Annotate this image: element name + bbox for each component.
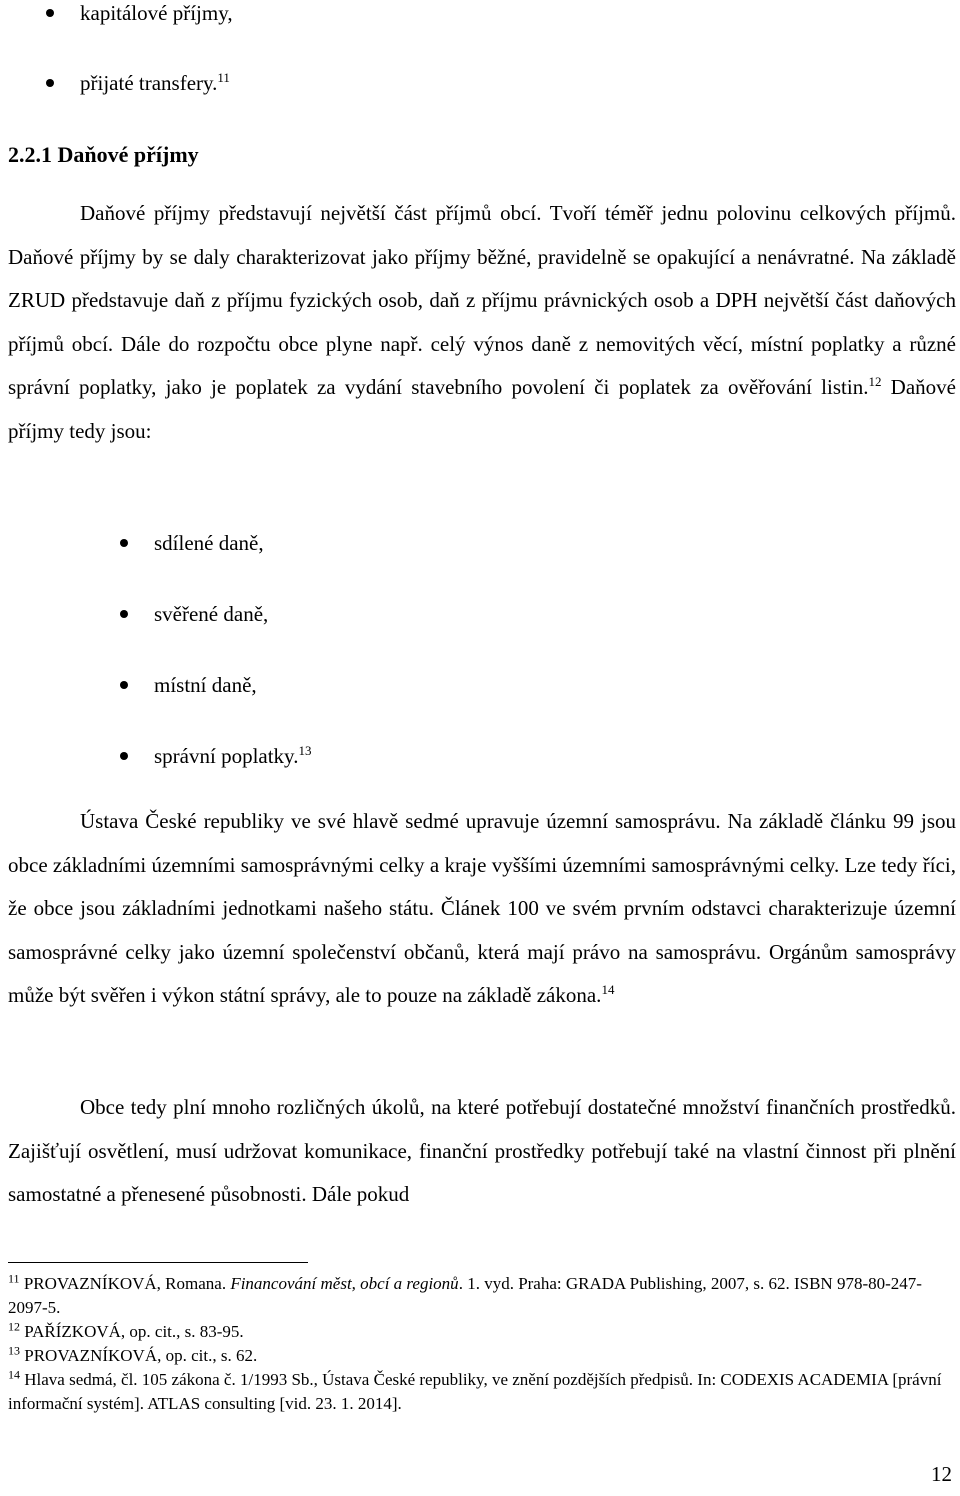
section-heading: 2.2.1 Daňové příjmy [8,142,199,167]
footnote-ref: 14 [601,982,615,997]
footnote-ref: 13 [298,743,312,758]
list-item: správní poplatky.$^{13}$ [154,743,311,814]
footnote-separator [8,1262,308,1263]
list-item: sdílené daně, [154,530,311,601]
tax-types-list [154,530,311,814]
footnote: $^{13}$ PROVAZNÍKOVÁ, op. cit., s. 62. [8,1343,258,1365]
list-item: svěřené daně, [154,601,311,672]
footnote: $^{12}$ PAŘÍZKOVÁ, op. cit., s. 83-95. [8,1319,244,1341]
paragraph-municipal-tasks: Obce tedy plní mnoho rozličných úkolů, na které potřebují dostatečné množství finančních prostředků. Zajišťují osvětlení, musí udržovat komunikace, finanční prostředky potřebují také na vlastní činnost při plnění samostatné a přenesené působnosti. Dále pokud [8,1095,956,1206]
footnote-ref: 11 [217,70,230,85]
list-item: místní daně, [154,672,311,743]
paragraph-constitution: Ústava České republiky ve své hlavě sedmé upravuje územní samosprávu. Na základě článku 99 jsou obce základními územními samosprávnými celky a kraje vyššími územními samosprávnými celky. Lze tedy říci, že obce jsou základními jednotkami našeho státu. Článek 100 ve svém prvním odstavci charakterizuje územní samosprávné celky jako územní společenství občanů, která mají právo na samosprávu. Orgánům samosprávy může být svěřen i výkon státní správy, ale to pouze na základě zákona.$^{14}$ [8,809,956,1007]
footnote: $^{14}$ Hlava sedmá, čl. 105 zákona č. 1/1993 Sb., Ústava České republiky, ve znění pozdějších předpisů. In: CODEXIS ACADEMIA [právní informační systém]. ATLAS consulting [vid. 23. 1. 2014]. [8,1367,942,1413]
list-item: kapitálové příjmy, [80,0,233,70]
paragraph-tax-income: Daňové příjmy představují největší část příjmů obcí. Tvoří téměř jednu polovinu celkových příjmů. Daňové příjmy by se daly charakterizovat jako příjmy běžné, pravidelně se opakující a nenávratné. Na základě ZRUD představuje daň z příjmu fyzických osob, daň z příjmu právnických osob a DPH největší část daňových příjmů obcí. Dále do rozpočtu obce plyne např. celý výnos daně z nemovitých věcí, místní poplatky a různé správní poplatky, jako je poplatek za vydání stavebního povolení či poplatek za ověřování listin.$^{12}$ Daňové příjmy tedy jsou: [8,201,956,443]
list-item: přijaté transfery.$^{11}$ [80,70,233,140]
footnote-ref: 12 [868,374,882,389]
top-bullet-list [80,0,233,140]
page-number: 12 [931,1462,952,1486]
footnotes [8,1272,953,1416]
footnote: $^{11}$ PROVAZNÍKOVÁ, Romana. Financování měst, obcí a regionů. 1. vyd. Praha: GRADA Publishing, 2007, s. 62. ISBN 978-80-247-2097-5. [8,1271,922,1317]
